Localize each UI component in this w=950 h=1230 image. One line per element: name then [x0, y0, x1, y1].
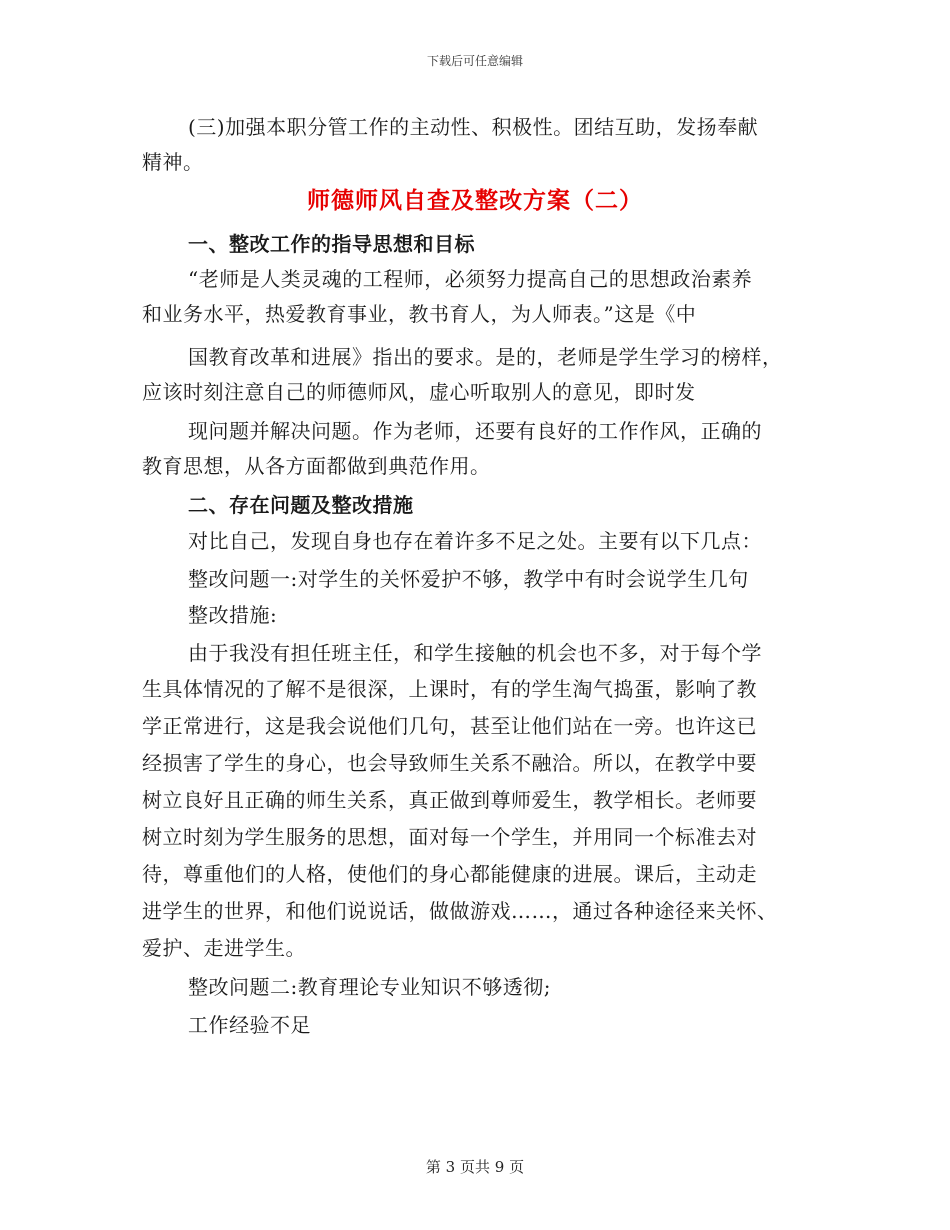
- paragraph-line: “老师是人类灵魂的工程师，必须努力提高自己的思想政治素养: [188, 267, 753, 291]
- paragraph-line: 整改问题一:对学生的关怀爱护不够，教学中有时会说学生几句: [188, 567, 749, 591]
- paragraph-line: (三)加强本职分管工作的主动性、积极性。团结互助，发扬奉献: [188, 115, 759, 139]
- paragraph-line: 学正常进行，这是我会说他们几句，甚至让他们站在一旁。也许这已: [142, 714, 757, 738]
- paragraph-line: 生具体情况的了解不是很深，上课时，有的学生淘气捣蛋，影响了教: [142, 677, 757, 701]
- paragraph-line: 教育思想，从各方面都做到典范作用。: [142, 454, 491, 478]
- page-footer: 第 3 页共 9 页: [425, 1158, 525, 1176]
- paragraph-line: 国教育改革和进展》指出的要求。是的，老师是学生学习的榜样，: [188, 345, 783, 369]
- paragraph-line: 对比自己，发现自身也存在着许多不足之处。主要有以下几点：: [188, 529, 762, 553]
- paragraph-line: 应该时刻注意自己的师德师风，虚心听取别人的意见，即时发: [142, 380, 696, 404]
- heading-guiding-thoughts: 一、整改工作的指导思想和目标: [188, 232, 475, 256]
- paragraph-line: 由于我没有担任班主任，和学生接触的机会也不多，对于每个学: [188, 641, 762, 665]
- paragraph-line: 树立时刻为学生服务的思想，面对每一个学生，并用同一个标准去对: [142, 825, 757, 849]
- section-title: 师德师风自查及整改方案（二）: [307, 188, 643, 214]
- page-header: 下载后可任意编辑: [426, 54, 523, 68]
- paragraph-line: 整改措施:: [188, 603, 278, 627]
- paragraph-line: 整改问题二:教育理论专业知识不够透彻;: [188, 975, 551, 999]
- paragraph-line: 和业务水平，热爱教育事业，教书育人，为人师表。”这是《中: [142, 302, 697, 326]
- paragraph-line: 待，尊重他们的人格，使他们的身心都能健康的进展。课后，主动走: [142, 862, 757, 886]
- paragraph-line: 树立良好且正确的师生关系，真正做到尊师爱生，教学相长。老师要: [142, 788, 757, 812]
- paragraph-line: 精神。: [142, 150, 204, 174]
- paragraph-line: 现问题并解决问题。作为老师，还要有良好的工作作风，正确的: [188, 419, 762, 443]
- paragraph-line: 爱护、走进学生。: [142, 936, 306, 960]
- heading-problems-measures: 二、存在问题及整改措施: [188, 493, 414, 517]
- paragraph-line: 经损害了学生的身心，也会导致师生关系不融洽。所以，在教学中要: [142, 751, 757, 775]
- paragraph-line: 工作经验不足: [188, 1013, 311, 1037]
- paragraph-line: 进学生的世界，和他们说说话，做做游戏……，通过各种途径来关怀、: [142, 899, 778, 923]
